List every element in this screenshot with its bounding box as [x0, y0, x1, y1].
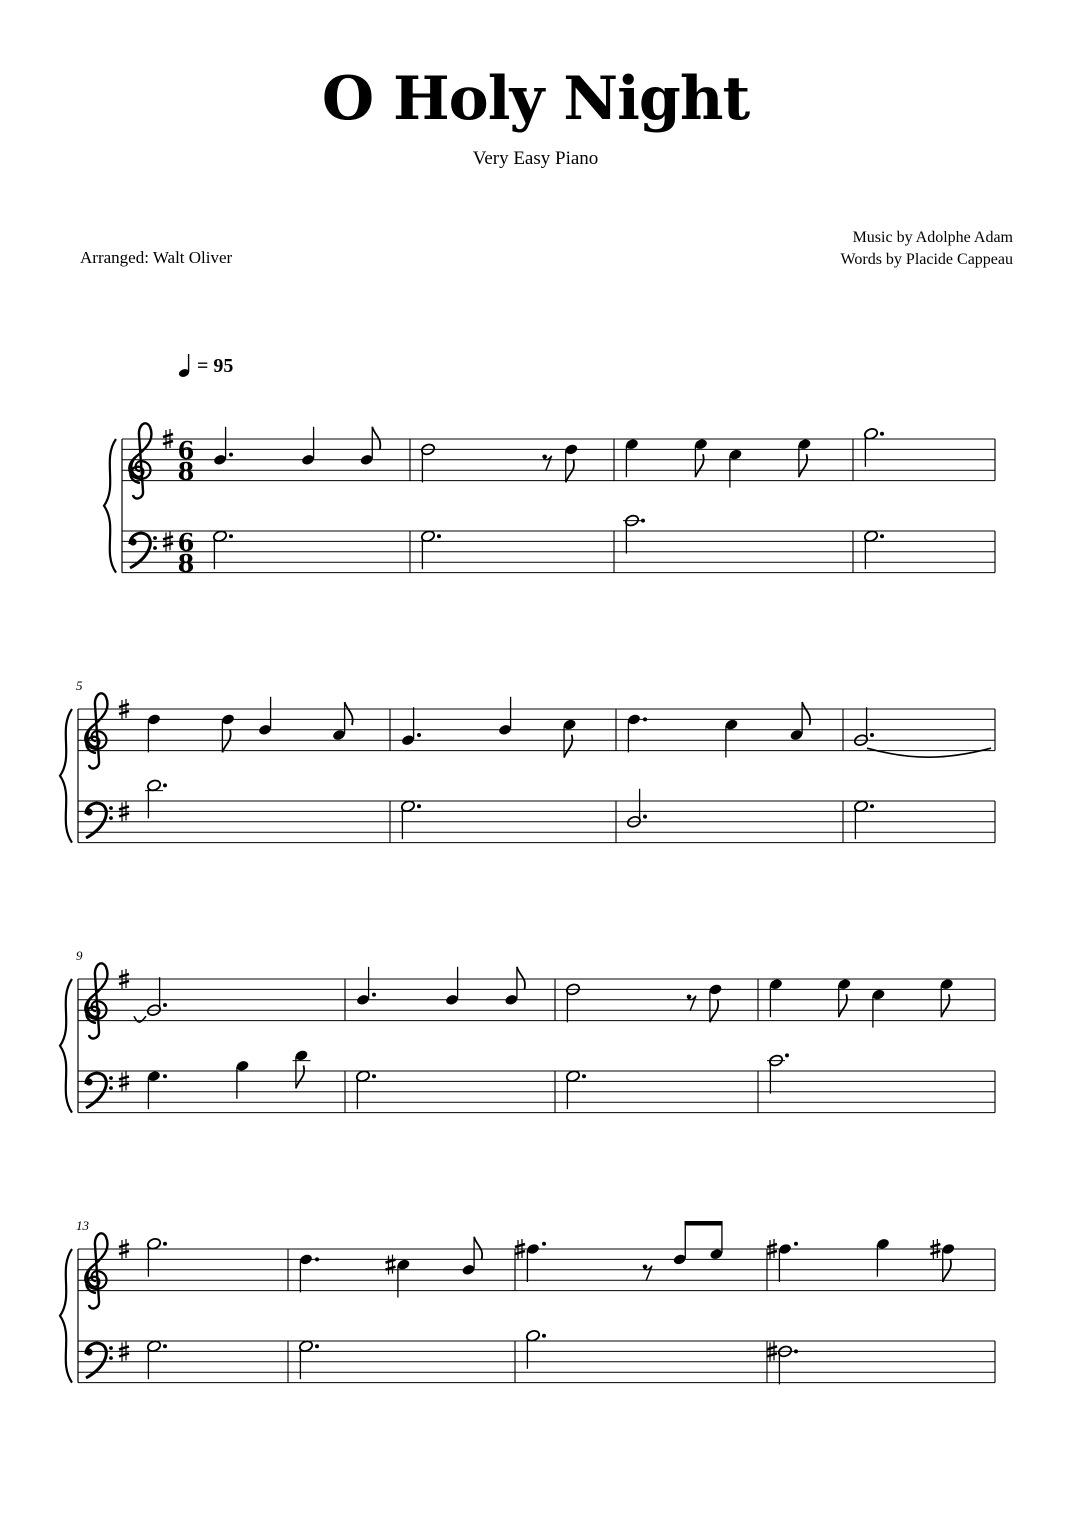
- treble-clef-icon: [85, 1233, 107, 1308]
- note-flag: [222, 729, 230, 752]
- note: [147, 1070, 167, 1109]
- bass-clef-dot: [153, 546, 157, 550]
- note: [724, 718, 738, 757]
- augmentation-dot: [542, 1242, 546, 1246]
- accidental-sharp-icon: [386, 1255, 396, 1275]
- bass-clef-dot: [109, 1086, 113, 1090]
- sharp-stroke: [119, 813, 129, 816]
- note: [498, 697, 512, 736]
- bass-clef-icon: [85, 1343, 113, 1378]
- note: [876, 1237, 890, 1276]
- eighth-rest-dot: [643, 1265, 648, 1270]
- sharp-stroke: [119, 1076, 129, 1079]
- bass-clef-dot: [85, 808, 92, 815]
- bass-clef-dot: [153, 536, 157, 540]
- bass-clef-dot: [85, 1348, 92, 1355]
- lyricist-credit: Words by Placide Cappeau: [840, 251, 1013, 268]
- note-flag: [564, 735, 572, 758]
- augmentation-dot: [163, 1242, 167, 1246]
- note: [626, 789, 647, 829]
- note-flag: [372, 427, 380, 450]
- note-flag: [941, 994, 949, 1017]
- augmentation-dot: [163, 1074, 167, 1078]
- note: [853, 707, 874, 747]
- eighth-rest-dot: [687, 995, 692, 1000]
- note-flag: [517, 967, 525, 990]
- grand-staff-brace: [60, 979, 72, 1113]
- bass-clef-dot: [109, 806, 113, 810]
- note: [941, 1243, 955, 1282]
- note: [145, 779, 167, 819]
- sharp-stroke: [163, 536, 173, 539]
- augmentation-dot: [870, 733, 874, 737]
- note: [623, 514, 645, 554]
- augmentation-dot: [643, 815, 647, 819]
- bass-clef-dot: [109, 1356, 113, 1360]
- treble-clef-icon: [85, 693, 107, 768]
- time-signature-numerator: 6: [177, 528, 195, 557]
- time-signature-numerator: 6: [177, 436, 195, 465]
- note: [625, 438, 639, 477]
- note-flag: [839, 994, 847, 1017]
- tie: [867, 748, 991, 757]
- augmentation-dot: [437, 534, 441, 538]
- sharp-stroke: [119, 974, 129, 977]
- note: [871, 988, 885, 1027]
- note: [445, 967, 459, 1006]
- treble-clef-icon: [129, 423, 151, 498]
- note: [728, 448, 742, 487]
- note-flag: [802, 702, 810, 725]
- augmentation-dot: [641, 519, 645, 523]
- augmentation-dot: [163, 1344, 167, 1348]
- note: [146, 1237, 167, 1277]
- augmentation-dot: [582, 1074, 586, 1078]
- note: [940, 978, 954, 1017]
- note: [299, 1253, 319, 1292]
- augmentation-dot: [315, 1344, 319, 1348]
- treble-clef-icon: [85, 963, 107, 1038]
- augmentation-dot: [417, 733, 421, 737]
- sharp-stroke: [515, 1251, 525, 1254]
- augmentation-dot: [372, 1074, 376, 1078]
- time-signature-denominator: 8: [177, 457, 195, 486]
- sharp-stroke: [515, 1244, 525, 1247]
- measure-number: 13: [76, 1218, 89, 1233]
- note: [420, 530, 441, 570]
- note: [301, 427, 315, 466]
- augmentation-dot: [643, 717, 647, 721]
- augmentation-dot: [315, 1257, 319, 1261]
- tempo-value: = 95: [197, 355, 234, 377]
- sharp-stroke: [119, 1083, 129, 1086]
- bass-clef-dot: [85, 1078, 92, 1085]
- note-flag: [799, 454, 807, 477]
- note: [355, 1070, 376, 1110]
- augmentation-dot: [163, 1003, 167, 1007]
- note: [525, 1329, 546, 1369]
- measure-number: 9: [76, 948, 83, 963]
- note: [212, 530, 233, 570]
- note: [708, 983, 722, 1022]
- note: [565, 1070, 586, 1110]
- grand-staff-brace: [104, 439, 116, 573]
- note: [420, 443, 435, 483]
- sharp-stroke: [767, 1346, 777, 1349]
- note: [258, 697, 272, 736]
- sharp-stroke: [386, 1267, 396, 1270]
- sharp-stroke: [930, 1251, 940, 1254]
- note: [777, 1345, 798, 1385]
- sharp-stroke: [119, 1251, 129, 1254]
- note: [293, 1049, 311, 1088]
- augmentation-dot: [794, 1349, 798, 1353]
- note: [396, 1258, 410, 1297]
- note: [564, 443, 578, 482]
- note: [627, 713, 647, 752]
- augmentation-dot: [794, 1242, 798, 1246]
- bass-clef-dot: [109, 816, 113, 820]
- note: [853, 800, 874, 840]
- note: [235, 1059, 249, 1098]
- augmentation-dot: [163, 783, 167, 787]
- note-flag: [474, 1237, 482, 1260]
- note: [146, 1340, 167, 1380]
- augmentation-dot: [880, 432, 884, 436]
- note: [797, 438, 811, 477]
- eighth-rest: [643, 1265, 652, 1281]
- grand-staff-brace: [60, 1249, 72, 1383]
- arranger-credit: Arranged: Walt Oliver: [80, 248, 233, 267]
- augmentation-dot: [880, 534, 884, 538]
- eighth-rest: [542, 455, 551, 471]
- note-flag: [943, 1259, 951, 1282]
- augmentation-dot: [785, 1053, 789, 1057]
- augmentation-dot: [229, 453, 233, 457]
- sharp-stroke: [163, 543, 173, 546]
- measure-number: 5: [76, 678, 83, 693]
- note: [778, 1242, 798, 1282]
- note: [332, 702, 353, 741]
- sharp-stroke: [163, 441, 173, 444]
- eighth-rest: [687, 995, 696, 1011]
- sharp-stroke: [386, 1260, 396, 1263]
- note: [298, 1340, 319, 1380]
- sharp-stroke: [119, 981, 129, 984]
- note: [789, 702, 810, 741]
- note-flag: [566, 459, 574, 482]
- note: [146, 977, 167, 1017]
- note-flag: [345, 702, 353, 725]
- eighth-rest-dot: [542, 455, 547, 460]
- sharp-stroke: [119, 1244, 129, 1247]
- note-flag: [296, 1065, 304, 1088]
- note: [562, 718, 576, 757]
- augmentation-dot: [870, 804, 874, 808]
- note: [400, 800, 421, 840]
- sharp-stroke: [767, 1353, 777, 1356]
- bass-clef-icon: [85, 1073, 113, 1108]
- augmentation-dot: [229, 534, 233, 538]
- augmentation-dot: [372, 993, 376, 997]
- augmentation-dot: [542, 1334, 546, 1338]
- bass-clef-icon: [85, 803, 113, 838]
- note: [767, 1053, 789, 1093]
- sharp-stroke: [119, 806, 129, 809]
- note: [526, 1242, 546, 1282]
- sharp-stroke: [767, 1251, 777, 1254]
- note: [147, 713, 161, 752]
- score-subtitle: Very Easy Piano: [472, 148, 599, 169]
- sharp-stroke: [119, 704, 129, 707]
- tie: [134, 1016, 146, 1022]
- sharp-stroke: [930, 1244, 940, 1247]
- augmentation-dot: [417, 804, 421, 808]
- sharp-stroke: [119, 1346, 129, 1349]
- note: [837, 978, 851, 1017]
- bass-clef-dot: [129, 538, 136, 545]
- sharp-stroke: [119, 1353, 129, 1356]
- composer-credit: Music by Adolphe Adam: [852, 229, 1013, 246]
- note-flag: [710, 999, 718, 1022]
- time-signature-denominator: 8: [177, 549, 195, 578]
- note: [769, 978, 783, 1017]
- bass-clef-icon: [129, 533, 157, 568]
- note: [565, 983, 580, 1023]
- note: [863, 530, 884, 570]
- bass-clef-dot: [109, 1076, 113, 1080]
- note: [863, 427, 884, 467]
- bass-clef-dot: [109, 1346, 113, 1350]
- sharp-stroke: [163, 434, 173, 437]
- note: [694, 438, 708, 477]
- sharp-stroke: [767, 1244, 777, 1247]
- score-title: O Holy Night: [321, 64, 750, 134]
- note-flag: [695, 454, 703, 477]
- note: [221, 713, 235, 752]
- sharp-stroke: [119, 711, 129, 714]
- grand-staff-brace: [60, 709, 72, 843]
